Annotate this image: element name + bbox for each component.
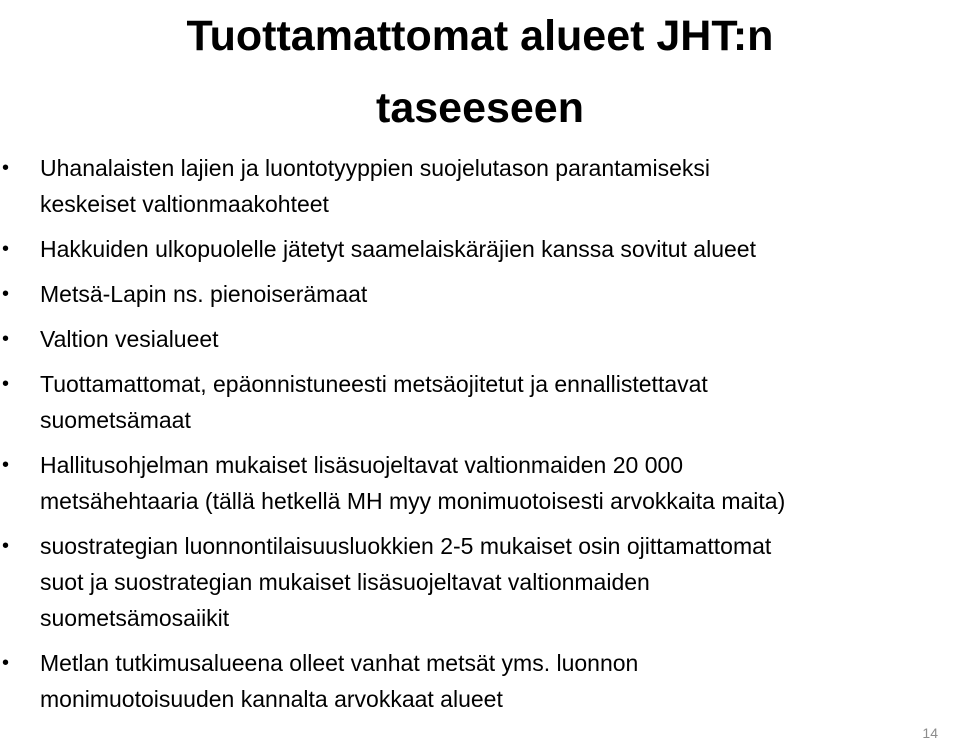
bullet-text-line: Uhanalaisten lajien ja luontotyyppien suojelutason parantamiseksi xyxy=(40,155,710,181)
bullet-item xyxy=(0,645,960,717)
bullet-text xyxy=(40,276,954,312)
bullet-item xyxy=(0,276,960,312)
bullet-text-line: keskeiset valtionmaakohteet xyxy=(40,191,329,217)
bullet-text-line: Tuottamattomat, epäonnistuneesti metsäojitetut ja ennallistettavat xyxy=(40,371,708,397)
bullet-icon: • xyxy=(2,283,10,305)
bullet-item xyxy=(0,528,960,636)
bullet-text xyxy=(40,447,954,519)
bullet-text-line: Hakkuiden ulkopuolelle jätetyt saamelaiskäräjien kanssa sovitut alueet xyxy=(40,236,756,262)
bullet-text xyxy=(40,321,954,357)
bullet-text-line: suometsämaat xyxy=(40,407,191,433)
bullet-item xyxy=(0,150,960,222)
bullet-text xyxy=(40,528,954,636)
bullet-text-line: suostrategian luonnontilaisuusluokkien 2-5 mukaiset osin ojittamattomat xyxy=(40,533,772,559)
bullet-icon: • xyxy=(2,454,10,476)
bullet-item xyxy=(0,366,960,438)
bullet-text-line: Metsä-Lapin ns. pienoiserämaat xyxy=(40,281,368,307)
bullet-text-line: Valtion vesialueet xyxy=(40,326,219,352)
bullet-icon: • xyxy=(2,238,10,260)
bullet-text-line: Hallitusohjelman mukaiset lisäsuojeltavat valtionmaiden 20 000 xyxy=(40,452,684,478)
bullet-text-line: monimuotoisuuden kannalta arvokkaat alueet xyxy=(40,686,503,712)
bullet-icon: • xyxy=(2,328,10,350)
bullet-text-line: metsähehtaaria (tällä hetkellä MH myy monimuotoisesti arvokkaita maita) xyxy=(40,488,786,514)
bullet-icon: • xyxy=(2,373,10,395)
bullet-list xyxy=(0,150,960,726)
bullet-text xyxy=(40,366,954,438)
bullet-text-line: suot ja suostrategian mukaiset lisäsuojeltavat valtionmaiden xyxy=(40,569,650,595)
page-number: 14 xyxy=(922,725,938,741)
bullet-text-line: suometsämosaiikit xyxy=(40,605,230,631)
bullet-item xyxy=(0,447,960,519)
slide-title-line: taseeseen xyxy=(376,84,584,132)
bullet-icon: • xyxy=(2,652,10,674)
bullet-icon: • xyxy=(2,535,10,557)
bullet-icon: • xyxy=(2,157,10,179)
bullet-text xyxy=(40,645,954,717)
bullet-text-line: Metlan tutkimusalueena olleet vanhat metsät yms. luonnon xyxy=(40,650,639,676)
slide-title xyxy=(0,0,960,144)
bullet-item xyxy=(0,321,960,357)
bullet-text xyxy=(40,150,954,222)
bullet-item xyxy=(0,231,960,267)
bullet-text xyxy=(40,231,954,267)
slide-title-line: Tuottamattomat alueet JHT:n xyxy=(186,12,774,60)
